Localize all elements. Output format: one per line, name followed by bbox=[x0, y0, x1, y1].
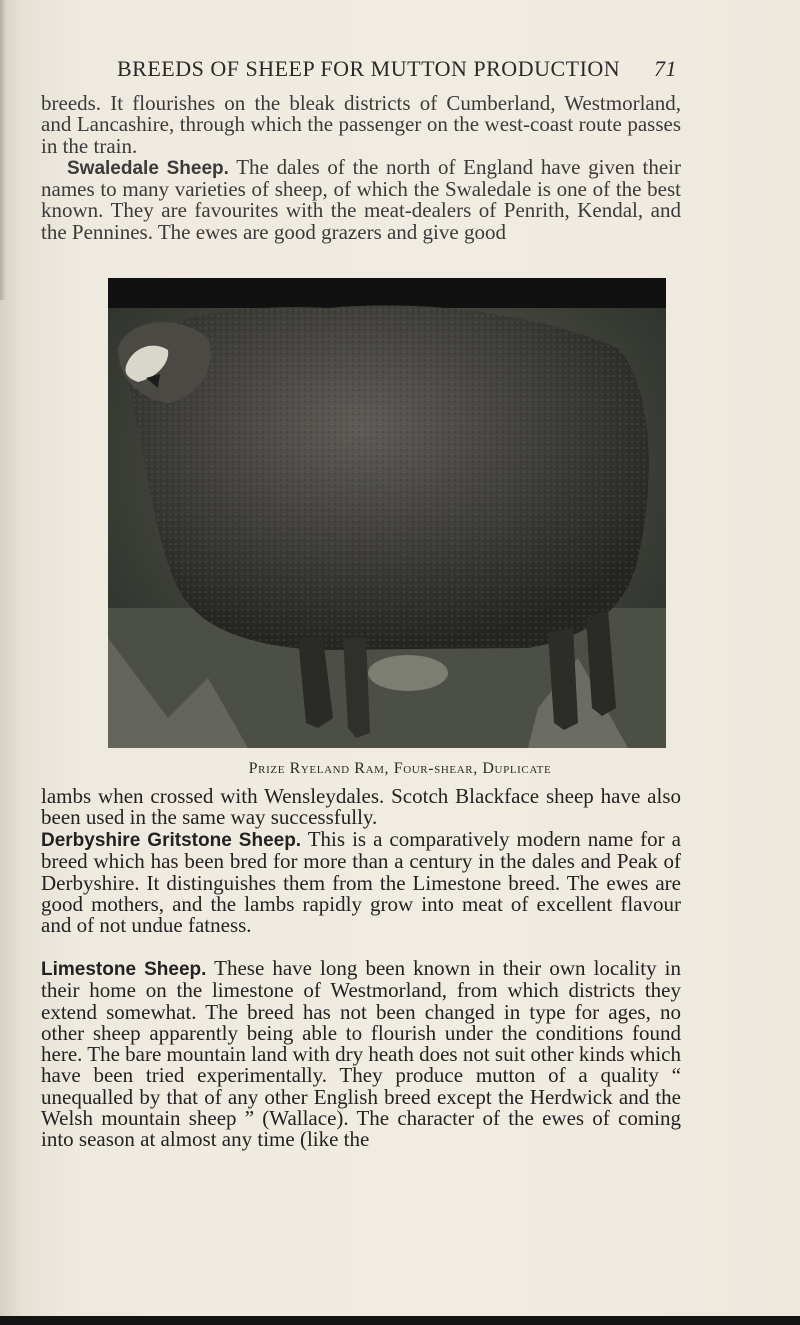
figure-caption: Prize Ryeland Ram, Four-shear, Duplicate bbox=[248, 760, 552, 777]
swaledale-continued-paragraph: lambs when crossed with Wensleydales. Scotch Blackface sheep have also been used in the same way successfully. bbox=[41, 784, 681, 830]
ryeland-ram-photo bbox=[108, 278, 666, 748]
scan-bottom-edge bbox=[0, 1316, 800, 1325]
running-title: BREEDS OF SHEEP FOR MUTTON PRODUCTION bbox=[117, 56, 621, 81]
intro-text: breeds. It flourishes on the bleak districts of Cumberland, Westmorland, and Lancashire, through which the passenger on the west-coast route passes in the train. bbox=[41, 91, 681, 158]
derbyshire-text: This is a comparatively modern name for a breed which has been bred for more than a century in the dales and Peak of Derbyshire. It distinguishes them from the Limestone breed. The ewes are good mothers, and the lambs rapidly grow into meat of excellent flavour and of not undue fatness. bbox=[41, 827, 681, 938]
swaledale-heading: Swaledale Sheep. bbox=[67, 157, 229, 179]
derbyshire-heading: Derbyshire Gritstone Sheep. bbox=[41, 830, 302, 851]
page-gutter-shadow bbox=[0, 0, 6, 300]
limestone-heading: Limestone Sheep. bbox=[41, 959, 207, 980]
swaledale-text-top: The dales of the north of England have given their names to many varieties of sheep, of which the Swaledale is one of the best known. They are favourites with the meat-dealers of Penrith, Kendal, and the Pennines. The ewes are good grazers and give good bbox=[41, 154, 682, 244]
ram-illustration bbox=[108, 278, 666, 748]
limestone-paragraph bbox=[41, 958, 681, 1151]
derbyshire-paragraph bbox=[41, 829, 681, 936]
limestone-text: These have long been known in their own locality in their home on the limestone of Westmorland, from which districts they extend somewhat. The breed has not been changed in type for ages, no other sheep apparently being able to flourish under the conditions found here. The bare mountain land with dry heath does not suit other kinds which have been tried experimentally. They produce mutton of a quality “ unequalled by that of any other English breed except the Herdwick and the Welsh mountain sheep ” (Wallace). The character of the ewes of coming into season at almost any time (like the bbox=[41, 956, 681, 1152]
intro-and-swaledale-paragraph bbox=[41, 93, 681, 243]
page-number: 71 bbox=[654, 56, 677, 81]
running-header bbox=[117, 56, 677, 88]
